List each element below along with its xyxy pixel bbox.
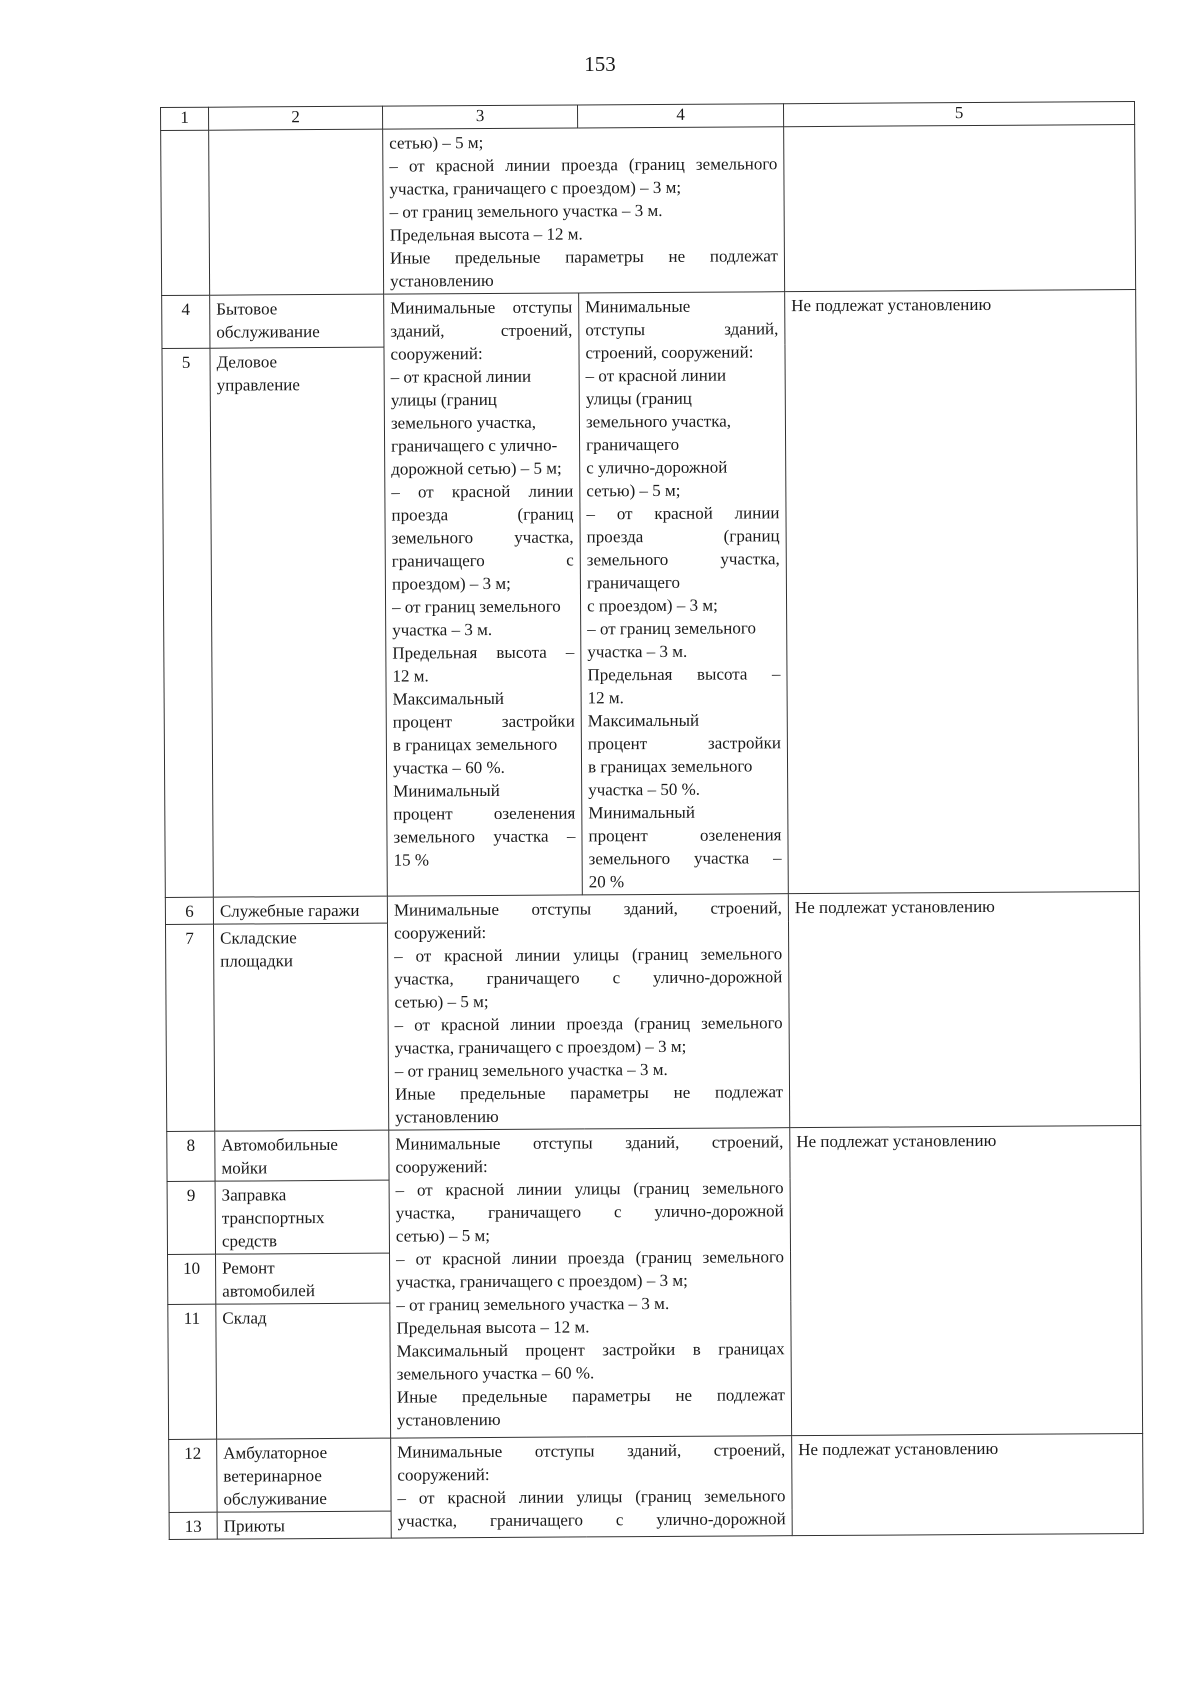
cell-name	[215, 1180, 389, 1254]
text-line: сооружений:	[393, 923, 487, 943]
text-line: – от границ земельного участка – 3 м.	[394, 1059, 668, 1081]
use-name	[222, 1256, 383, 1303]
text-line: Ремонт	[222, 1258, 275, 1278]
cell-other-parameters: Не подлежат установлению	[792, 1434, 1144, 1536]
text-line: процент застройки	[392, 711, 575, 732]
text-line: – от границ земельного	[587, 618, 756, 639]
cell-other-parameters	[784, 125, 1136, 292]
table-row	[165, 892, 1139, 925]
use-name	[216, 297, 377, 344]
use-name	[220, 899, 381, 923]
text-line: сооружений:	[395, 1157, 488, 1177]
text-line: Служебные гаражи	[219, 900, 360, 921]
cell-name	[210, 347, 387, 898]
text-line: Минимальные отступы зданий, строений,	[397, 1440, 786, 1462]
text-line: отступы зданий,	[585, 319, 779, 340]
cell-number: 7	[165, 924, 214, 1131]
text-line: Деловое	[216, 351, 278, 372]
text-line: земельного участка,	[586, 549, 780, 570]
text-line: с проездом) – 3 м;	[586, 595, 718, 616]
page-number: 153	[584, 52, 616, 76]
cell-name	[213, 923, 388, 1131]
text-line: автомобилей	[222, 1281, 315, 1301]
parameters-text	[394, 896, 783, 1128]
table-row	[169, 1434, 1143, 1513]
text-line: дорожной сетью) – 5 м;	[391, 458, 562, 479]
parameters-text	[390, 295, 576, 871]
cell-parameters	[391, 1436, 793, 1538]
text-line: обслуживание	[223, 1489, 327, 1509]
text-line: сетью) – 5 м;	[395, 1226, 491, 1246]
text-line: мойки	[221, 1158, 268, 1178]
text-line: установлению	[396, 1409, 501, 1430]
text-line: процент озеленения	[588, 825, 782, 846]
text-line: Минимальные отступы зданий, строений,	[393, 898, 782, 920]
text-line: – от красной линии	[391, 481, 574, 502]
text-line: участка – 3 м.	[587, 641, 688, 662]
text-line: граничащего с улично-	[391, 435, 558, 456]
text-line: средств	[221, 1231, 278, 1251]
text-line: 12 м.	[587, 688, 624, 708]
cell-other-parameters: Не подлежат установлению	[788, 892, 1140, 1128]
text-line: – от красной линии улицы (границ земельного	[394, 944, 783, 966]
text-line: ветеринарное	[223, 1466, 322, 1486]
text-line: сооружений:	[390, 344, 483, 364]
text-line: сооружений:	[397, 1465, 490, 1485]
text-line: Иные предельные параметры не подлежат	[389, 246, 778, 268]
text-line: земельного участка,	[390, 412, 537, 433]
cell-parameters	[389, 1128, 792, 1438]
text-line: зданий, строений,	[390, 320, 573, 341]
text-line: участка, граничащего с проездом) – 3 м;	[396, 1270, 688, 1292]
text-line: Складские	[220, 928, 297, 948]
cell-name	[217, 1438, 391, 1512]
text-line: процент озеленения	[393, 803, 576, 824]
cell-other-parameters: Не подлежат установлению	[785, 290, 1140, 894]
cell-parameters	[387, 894, 789, 1130]
table-row	[162, 290, 1136, 348]
text-line: установлению	[395, 1106, 499, 1127]
text-line: – от красной линии	[586, 503, 780, 524]
text-line: Предельная высота – 12 м.	[389, 224, 583, 245]
column-header: 3	[382, 105, 577, 129]
text-line: сетью) – 5 м;	[389, 133, 484, 153]
text-line: – от красной линии проезда (границ земельного	[389, 154, 778, 176]
text-line: 20 %	[588, 872, 625, 892]
text-line: проезда (границ	[391, 504, 574, 525]
text-line: проезда (границ	[586, 526, 780, 547]
parameters-text	[585, 294, 782, 893]
text-line: – от границ земельного участка – 3 м.	[389, 200, 663, 222]
text-line: Максимальный процент застройки в границах	[396, 1339, 785, 1361]
cell-name	[216, 1303, 391, 1439]
cell-number: 13	[169, 1512, 217, 1539]
text-line: земельного участка –	[393, 826, 576, 847]
cell-name	[213, 896, 387, 924]
parameters-text	[395, 1130, 785, 1431]
text-line: 12 м.	[392, 666, 429, 686]
text-line: – от границ земельного	[392, 596, 561, 617]
cell-number: 5	[162, 348, 213, 898]
zoning-parameters-table	[160, 101, 1144, 1540]
use-name	[222, 1183, 383, 1253]
cell-number: 9	[167, 1181, 215, 1254]
cell-number: 6	[165, 897, 213, 924]
text-line: обслуживание	[216, 322, 320, 342]
cell-name	[210, 294, 384, 348]
cell-name	[209, 129, 384, 295]
text-line: граничащего с	[391, 550, 574, 571]
text-line: – от красной линии улицы (границ земельного	[395, 1178, 784, 1200]
text-line: – от границ земельного участка – 3 м.	[396, 1293, 670, 1315]
text-line: Амбулаторное	[223, 1443, 328, 1463]
text-line: участка, граничащего с проездом) – 3 м;	[389, 177, 682, 199]
text-line: Склад	[222, 1308, 267, 1328]
text-line: Предельная высота –	[587, 664, 781, 685]
text-line: – от красной линии улицы (границ земельного	[397, 1486, 786, 1508]
text-line: земельного участка –	[588, 848, 782, 869]
column-header: 2	[209, 106, 383, 130]
parameters-text	[389, 129, 778, 292]
text-line: управление	[216, 374, 300, 395]
text-line: участка, граничащего с улично-дорожной	[397, 1509, 786, 1531]
column-header: 1	[161, 107, 209, 130]
text-line: Минимальные	[585, 296, 691, 317]
table-row	[167, 1126, 1141, 1182]
text-line: Иные предельные параметры не подлежат	[394, 1082, 784, 1104]
text-line: Автомобильные	[221, 1134, 338, 1155]
text-line: Предельная высота –	[392, 642, 575, 663]
text-line: в границах земельного	[392, 734, 558, 755]
text-line: Минимальный	[393, 780, 500, 801]
use-name	[216, 349, 377, 396]
cell-number: 12	[169, 1439, 217, 1512]
text-line: установлению	[390, 270, 494, 291]
cell-parameters	[383, 127, 785, 294]
parameters-text	[397, 1438, 786, 1532]
text-line: участка – 60 %.	[392, 757, 505, 778]
text-line: улицы (границ	[585, 388, 692, 409]
text-line: – от красной линии проезда (границ земельного	[394, 1013, 783, 1035]
cell-name	[215, 1130, 389, 1181]
use-name	[220, 926, 381, 973]
cell-parameters-col3	[384, 293, 583, 896]
text-line: Минимальный	[588, 802, 695, 823]
text-line: с улично-дорожной	[586, 457, 728, 478]
column-header: 4	[577, 104, 783, 128]
text-line: улицы (границ	[390, 389, 497, 410]
text-line: Приюты	[223, 1516, 285, 1536]
text-line: участка, граничащего с улично-дорожной	[395, 1201, 784, 1223]
use-name	[224, 1514, 385, 1538]
text-line: 15 %	[393, 850, 430, 870]
text-line: площадки	[220, 951, 294, 971]
text-line: Максимальный	[392, 688, 505, 709]
text-line: участка – 50 %.	[588, 779, 701, 800]
text-line: – от красной линии	[585, 365, 727, 386]
use-name	[222, 1306, 383, 1330]
text-line: – от красной линии проезда (границ земельного	[395, 1247, 785, 1269]
text-line: Бытовое	[216, 299, 278, 319]
use-name	[223, 1441, 384, 1511]
text-line: земельного участка,	[391, 527, 574, 548]
text-line: строений, сооружений:	[585, 342, 754, 363]
cell-number: 11	[168, 1304, 217, 1439]
text-line: граничащего	[586, 572, 680, 593]
text-line: Иные предельные параметры не подлежат	[396, 1385, 785, 1407]
text-line: Заправка	[221, 1185, 287, 1205]
text-line: в границах земельного	[587, 756, 753, 777]
text-line: сетью) – 5 м;	[394, 992, 489, 1012]
cell-name	[216, 1253, 390, 1304]
text-line: участка, граничащего с улично-дорожной	[394, 967, 783, 989]
cell-number: 4	[162, 295, 210, 348]
text-line: земельного участка,	[585, 411, 732, 432]
text-line: граничащего	[586, 434, 680, 455]
text-line: Максимальный	[587, 710, 700, 731]
text-line: земельного участка – 60 %.	[396, 1363, 595, 1384]
cell-other-parameters: Не подлежат установлению	[790, 1126, 1143, 1436]
text-line: участка – 3 м.	[392, 619, 493, 640]
cell-number: 8	[167, 1131, 215, 1181]
column-header: 5	[783, 102, 1134, 127]
text-line: процент застройки	[587, 733, 781, 754]
cell-parameters-col4	[579, 292, 789, 895]
cell-number: 10	[168, 1254, 216, 1304]
use-name	[221, 1133, 382, 1180]
table-row-continuation	[161, 125, 1136, 296]
text-line: транспортных	[221, 1208, 325, 1228]
text-line: сетью) – 5 м;	[586, 480, 681, 501]
cell-name	[217, 1511, 391, 1539]
text-line: Предельная высота – 12 м.	[396, 1317, 590, 1338]
text-line: участка, граничащего с проездом) – 3 м;	[394, 1036, 687, 1058]
text-line: Минимальные отступы зданий, строений,	[395, 1132, 784, 1154]
text-line: проездом) – 3 м;	[391, 573, 511, 594]
cell-number	[161, 130, 210, 295]
text-line: – от красной линии	[390, 366, 532, 387]
text-line: Минимальные отступы	[390, 297, 573, 318]
